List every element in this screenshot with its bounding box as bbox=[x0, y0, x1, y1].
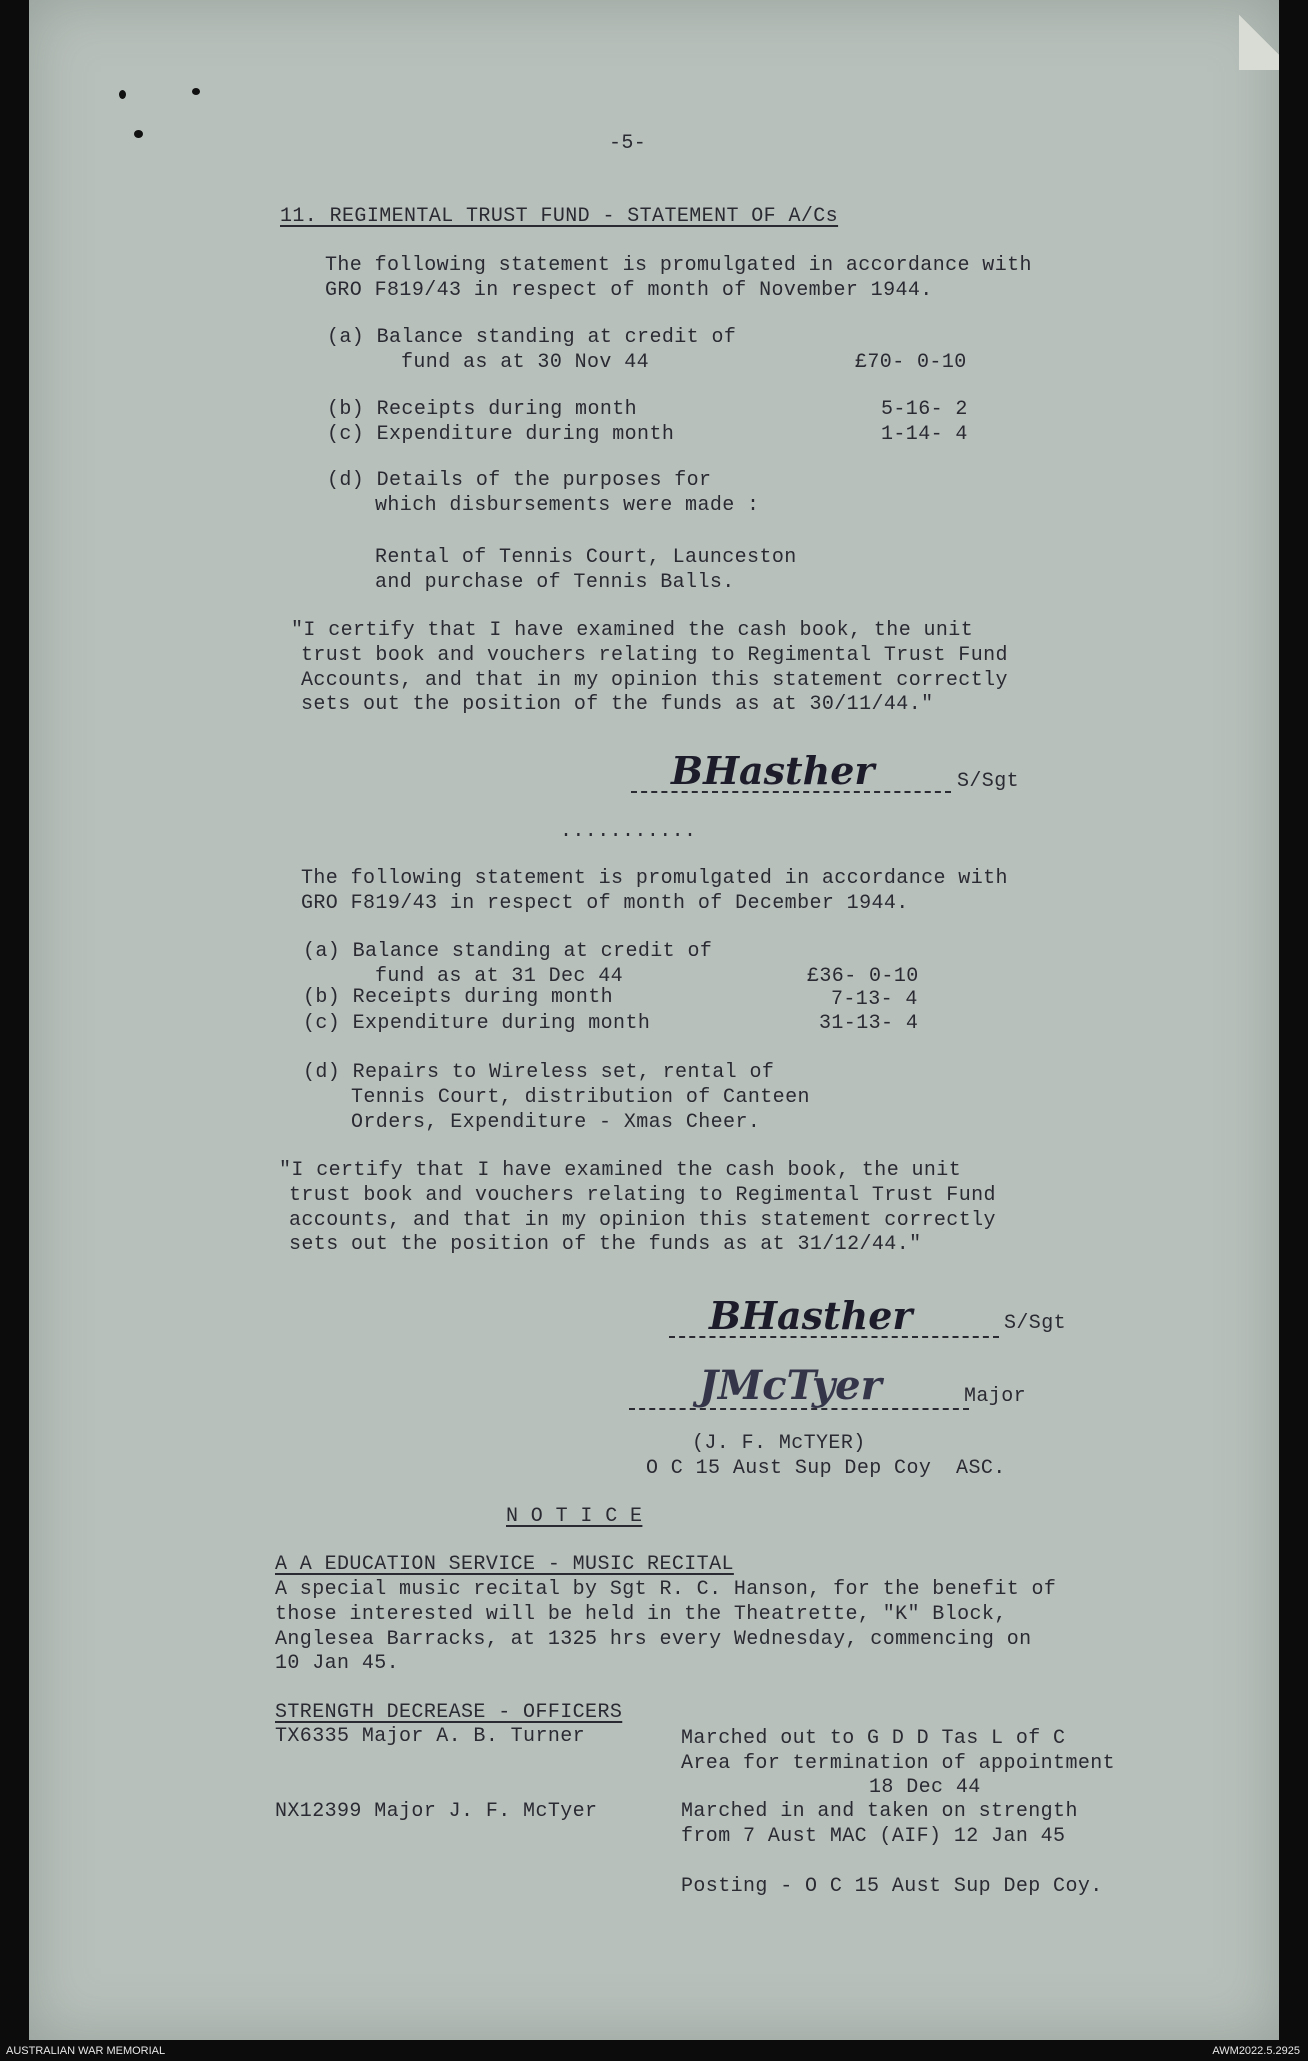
nov-certification: sets out the position of the funds as at 30/11/44." bbox=[301, 693, 934, 716]
nov-item-c: (c) Expenditure during month bbox=[327, 423, 675, 446]
dec-certification: sets out the position of the funds as at 31/12/44." bbox=[289, 1233, 922, 1256]
notice-title: N O T I C E bbox=[506, 1505, 643, 1528]
dec-intro-line: GRO F819/43 in respect of month of December 1944. bbox=[301, 892, 909, 915]
dec-intro-line: The following statement is promulgated in accordance with bbox=[301, 867, 1008, 890]
signatory-rank: S/Sgt bbox=[1004, 1312, 1067, 1335]
dec-value-b: 7-13- 4 bbox=[831, 988, 918, 1011]
signature-mctyer: JMcTyer bbox=[699, 1362, 882, 1409]
strength-row-right: Area for termination of appointment bbox=[681, 1752, 1116, 1775]
strength-row-left: TX6335 Major A. B. Turner bbox=[275, 1725, 586, 1748]
ink-spot bbox=[192, 88, 200, 95]
signatory-name: (J. F. McTYER) bbox=[692, 1432, 866, 1455]
nov-value-a: £70- 0-10 bbox=[855, 351, 967, 374]
nov-value-b: 5-16- 2 bbox=[881, 398, 968, 421]
dec-certification: "I certify that I have examined the cash book, the unit bbox=[279, 1159, 962, 1182]
nov-certification: "I certify that I have examined the cash book, the unit bbox=[291, 619, 974, 642]
signature-hasther: BHasther bbox=[671, 748, 875, 793]
signatory-unit: O C 15 Aust Sup Dep Coy ASC. bbox=[646, 1457, 1006, 1480]
nov-purpose: and purchase of Tennis Balls. bbox=[375, 571, 735, 594]
nov-item-a-cont: fund as at 30 Nov 44 bbox=[401, 351, 650, 374]
signatory-rank: S/Sgt bbox=[957, 770, 1020, 793]
signatory-rank: Major bbox=[964, 1385, 1027, 1408]
strength-row-left: NX12399 Major J. F. McTyer bbox=[275, 1800, 598, 1823]
education-text: A special music recital by Sgt R. C. Hanson, for the benefit of bbox=[275, 1578, 1057, 1601]
dec-certification: trust book and vouchers relating to Regimental Trust Fund bbox=[289, 1184, 996, 1207]
nov-certification: Accounts, and that in my opinion this statement correctly bbox=[301, 669, 1008, 692]
education-text: 10 Jan 45. bbox=[275, 1652, 400, 1675]
folded-corner bbox=[1239, 0, 1279, 70]
dec-item-c: (c) Expenditure during month bbox=[303, 1012, 651, 1035]
nov-item-b: (b) Receipts during month bbox=[327, 398, 638, 421]
nov-intro-line: The following statement is promulgated in accordance with bbox=[325, 254, 1032, 277]
education-text: Anglesea Barracks, at 1325 hrs every Wednesday, commencing on bbox=[275, 1628, 1032, 1651]
signature-line bbox=[631, 791, 951, 793]
dec-item-d-cont: Orders, Expenditure - Xmas Cheer. bbox=[351, 1111, 761, 1134]
dec-item-d-cont: Tennis Court, distribution of Canteen bbox=[351, 1086, 810, 1109]
education-heading: A A EDUCATION SERVICE - MUSIC RECITAL bbox=[275, 1553, 734, 1576]
separator-dots: ........... bbox=[560, 820, 697, 843]
nov-intro-line: GRO F819/43 in respect of month of November 1944. bbox=[325, 279, 933, 302]
strength-row-right: 18 Dec 44 bbox=[869, 1776, 981, 1799]
dec-certification: accounts, and that in my opinion this statement correctly bbox=[289, 1209, 996, 1232]
nov-item-d-cont: which disbursements were made : bbox=[375, 494, 760, 517]
dec-item-a-cont: fund as at 31 Dec 44 bbox=[375, 965, 624, 988]
ink-spot bbox=[119, 90, 126, 99]
dec-item-d: (d) Repairs to Wireless set, rental of bbox=[303, 1061, 775, 1084]
strength-row-right: Marched in and taken on strength bbox=[681, 1800, 1078, 1823]
page-number: -5- bbox=[609, 132, 647, 155]
nov-item-d: (d) Details of the purposes for bbox=[327, 469, 712, 492]
signature-line bbox=[629, 1408, 969, 1410]
nov-value-c: 1-14- 4 bbox=[881, 423, 968, 446]
nov-purpose: Rental of Tennis Court, Launceston bbox=[375, 546, 797, 569]
strength-row-right: Marched out to G D D Tas L of C bbox=[681, 1727, 1066, 1750]
dec-item-a: (a) Balance standing at credit of bbox=[303, 940, 713, 963]
education-text: those interested will be held in the Theatrette, "K" Block, bbox=[275, 1603, 1007, 1626]
signature-hasther: BHasther bbox=[709, 1293, 913, 1338]
footer-source: AUSTRALIAN WAR MEMORIAL bbox=[6, 2045, 166, 2057]
dec-item-b: (b) Receipts during month bbox=[303, 986, 614, 1009]
strength-heading: STRENGTH DECREASE - OFFICERS bbox=[275, 1701, 623, 1724]
section-heading: 11. REGIMENTAL TRUST FUND - STATEMENT OF A/Cs bbox=[280, 205, 839, 228]
footer-reference: AWM2022.5.2925 bbox=[1212, 2045, 1300, 2057]
nov-certification: trust book and vouchers relating to Regimental Trust Fund bbox=[301, 644, 1008, 667]
dec-value-c: 31-13- 4 bbox=[819, 1012, 919, 1035]
signature-line bbox=[669, 1336, 999, 1338]
nov-item-a: (a) Balance standing at credit of bbox=[327, 326, 737, 349]
strength-row-right: from 7 Aust MAC (AIF) 12 Jan 45 bbox=[681, 1825, 1066, 1848]
posting-text: Posting - O C 15 Aust Sup Dep Coy. bbox=[681, 1875, 1103, 1898]
document-page bbox=[29, 0, 1279, 2040]
dec-value-a: £36- 0-10 bbox=[807, 965, 919, 988]
ink-spot bbox=[134, 130, 143, 138]
